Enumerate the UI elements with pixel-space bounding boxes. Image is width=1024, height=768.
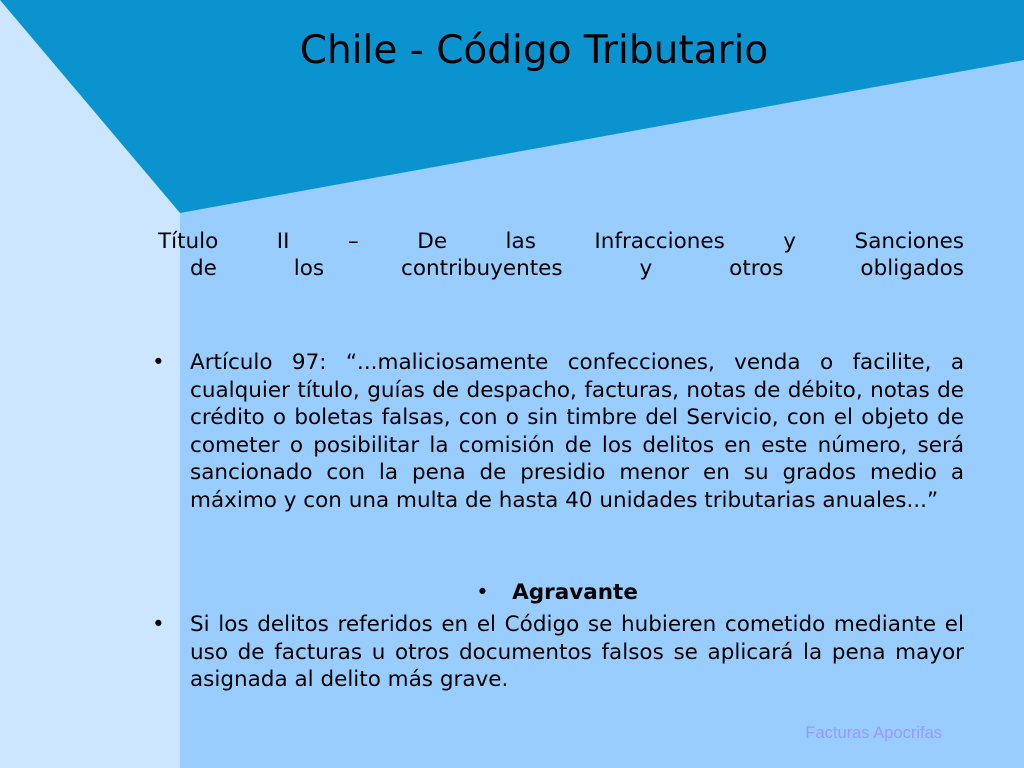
section-subtitle — [158, 228, 964, 282]
list-item — [150, 349, 964, 514]
delitos-text: Si los delitos referidos en el Código se hubieren cometido mediante el uso de facturas u otros documentos falsos se aplicará la pena mayor asignada al delito más grave. — [190, 612, 964, 692]
agravante-heading: Agravante — [512, 580, 638, 605]
article-97-text: Artículo 97: “...maliciosamente confecciones, venda o facilite, a cualquier título, guías de despacho, facturas, notas de débito, notas de crédito o boletas falsas, con o sin timbre del Servicio, con el objeto de cometer o posibilitar la comisión de los delitos en este número, será sancionado con la pena de presidio menor en su grados medio a máximo y con una multa de hasta 40 unidades tributarias anuales...” — [190, 350, 964, 513]
subtitle-line-1: Título II – De las Infracciones y Sanciones — [158, 229, 964, 254]
bullet-agravante — [150, 579, 964, 607]
subtitle-line-2: de los contribuyentes y otros obligados — [190, 256, 964, 281]
bullet-icon: • — [152, 612, 165, 637]
bullet-icon: • — [476, 580, 489, 605]
bullet-icon: • — [152, 350, 165, 375]
bullet-article-97 — [150, 349, 964, 514]
list-item — [150, 611, 964, 694]
footer-text: Facturas Apocrifas — [805, 724, 942, 742]
slide-title: Chile - Código Tributario — [299, 28, 769, 73]
bullet-delitos — [150, 611, 964, 694]
